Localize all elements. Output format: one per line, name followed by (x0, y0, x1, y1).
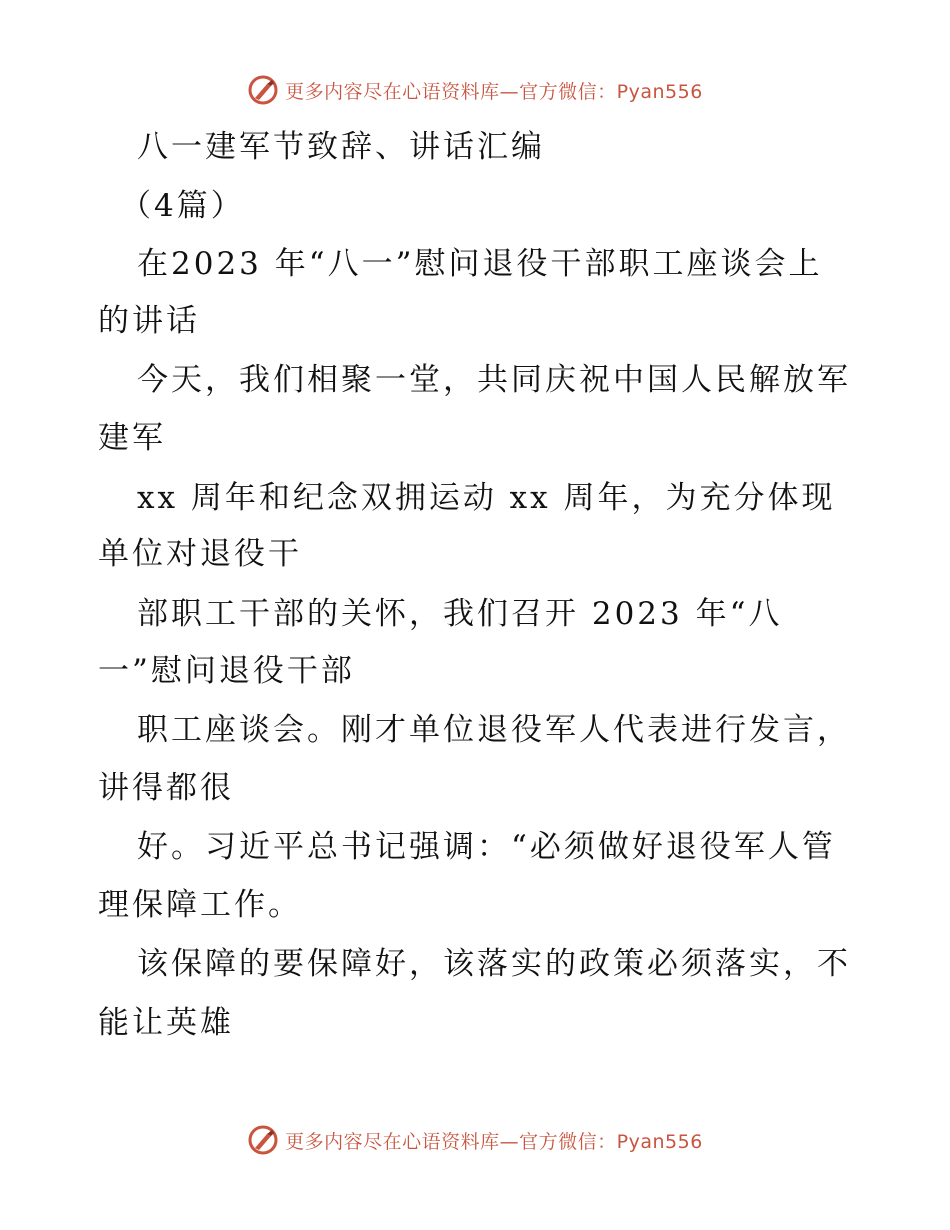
paragraph-line: xx 周年和纪念双拥运动 xx 周年，为充分体现 (137, 480, 836, 516)
paragraph-line: 理保障工作。 (98, 887, 302, 923)
paragraph-line: 好。习近平总书记强调：“必须做好退役军人管 (137, 829, 836, 865)
paragraph-line: 建军 (98, 420, 166, 456)
document-subtitle: （4篇） (120, 188, 245, 224)
paragraph-line: 部职工干部的关怀，我们召开 2023 年“八 (137, 596, 783, 632)
paragraph-line: 今天，我们相聚一堂，共同庆祝中国人民解放军 (137, 362, 851, 398)
document-title: 八一建军节致辞、讲话汇编 (137, 129, 545, 165)
speech-title-line: 的讲话 (98, 303, 200, 339)
paragraph-line: 职工座谈会。刚才单位退役军人代表进行发言， (137, 712, 851, 748)
footer-banner (0, 1120, 950, 1160)
paragraph-line: 一”慰问退役干部 (98, 653, 355, 689)
footer-banner-text: 更多内容尽在心语资料库—官方微信：Pyan556 (285, 1130, 703, 1153)
header-banner-text: 更多内容尽在心语资料库—官方微信：Pyan556 (285, 80, 703, 103)
pen-logo-icon (247, 1124, 279, 1156)
paragraph-line: 单位对退役干 (98, 536, 302, 572)
paragraph-line: 能让英雄 (98, 1005, 234, 1041)
paragraph-line: 该保障的要保障好，该落实的政策必须落实，不 (137, 946, 851, 982)
paragraph-line: 讲得都很 (98, 770, 234, 806)
speech-title-line: 在2023 年“八一”慰问退役干部职工座谈会上 (137, 246, 823, 282)
